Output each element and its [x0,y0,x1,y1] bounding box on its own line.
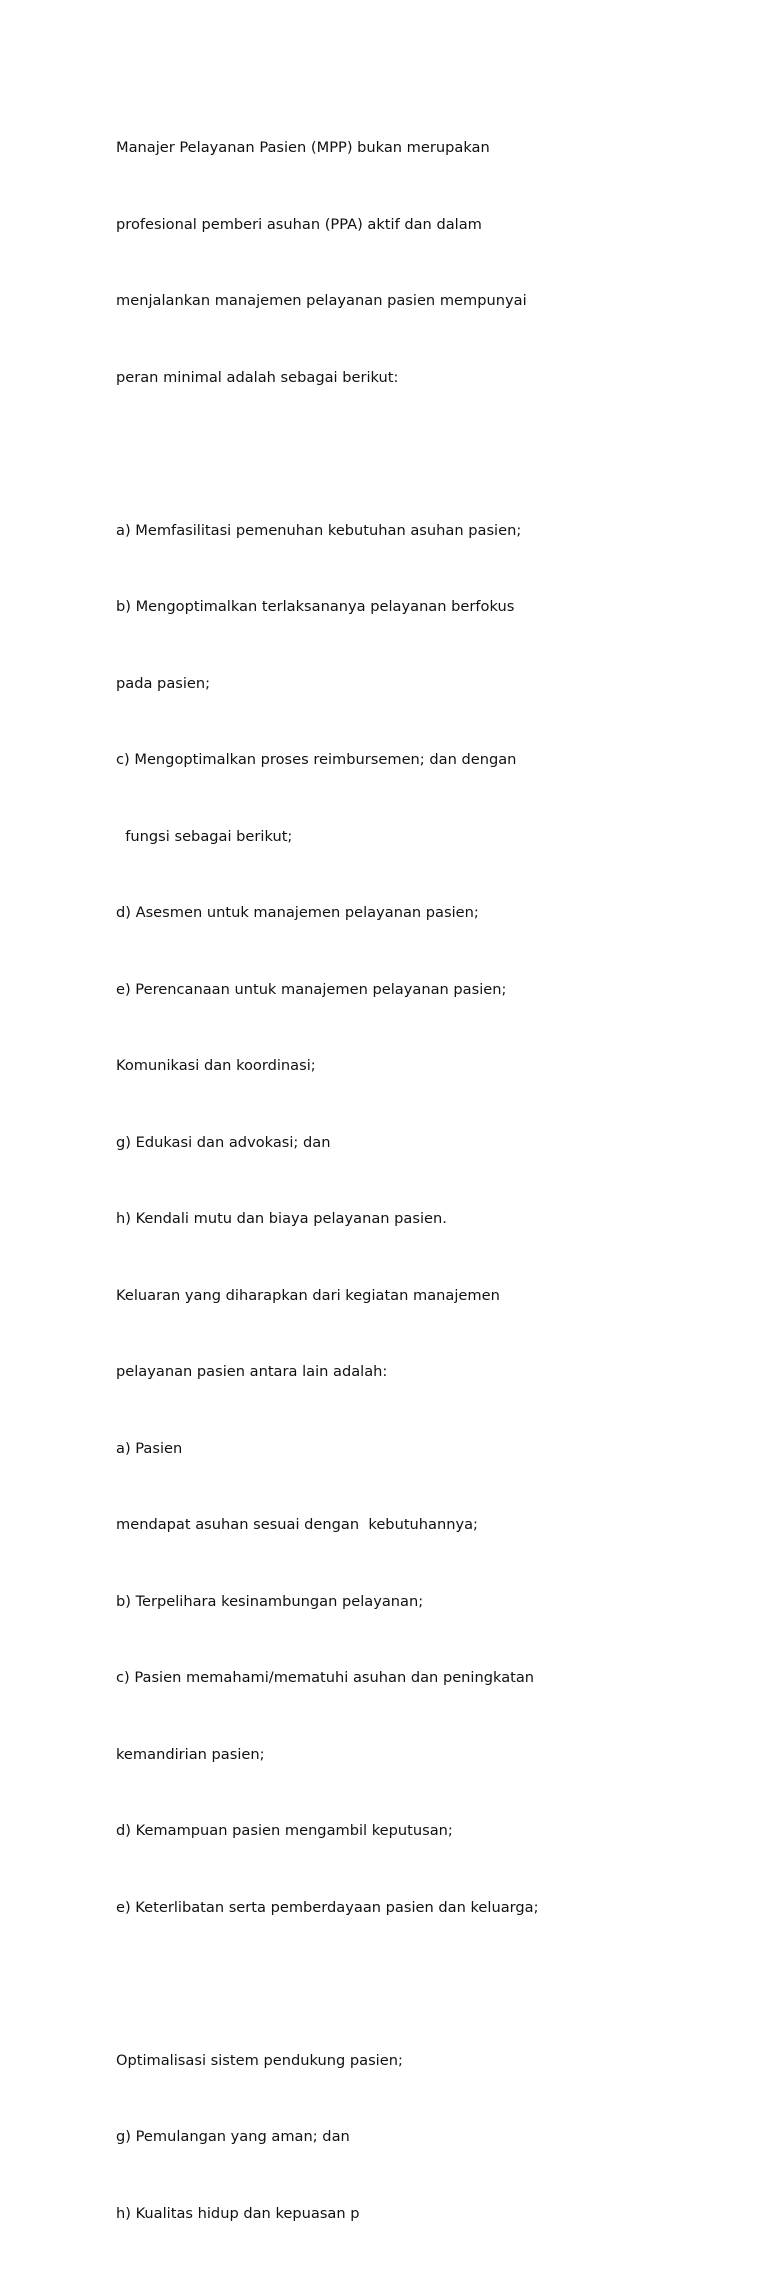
text-line: b) Mengoptimalkan terlaksananya pelayanan berfokus [116,598,515,615]
text-line: Komunikasi dan koordinasi; [116,1057,316,1074]
text-line: b) Terpelihara kesinambungan pelayanan; [116,1592,424,1610]
text-line: peran minimal adalah sebagai berikut: [116,368,399,386]
blank-line [116,1971,736,1997]
text-line: d) Kemampuan pasien mengambil keputusan; [116,1822,453,1839]
text-line: Manajer Pelayanan Pasien (MPP) bukan merupakan [116,139,490,156]
text-line: Keluaran yang diharapkan dari kegiatan manajemen [116,1286,500,1304]
text-line: c) Mengoptimalkan proses reimbursemen; dan dengan [116,751,517,768]
text-line: c) Pasien memahami/mematuhi asuhan dan peningkatan [116,1669,535,1686]
text-line: fungsi sebagai berikut; [116,827,293,845]
text-line: a) Memfasilitasi pemenuhan kebutuhan asuhan pasien; [116,521,522,539]
text-line: menjalankan manajemen pelayanan pasien mempunyai [116,292,527,309]
text-line: g) Edukasi dan advokasi; dan [116,1133,331,1151]
blank-line [116,441,736,467]
text-line: a) Pasien [116,1439,183,1457]
text-line: pada pasien; [116,674,211,692]
text-line: h) Kualitas hidup dan kepuasan p [116,2204,360,2222]
text-line: e) Keterlibatan serta pemberdayaan pasien dan keluarga; [116,1898,539,1916]
document-text [116,84,736,2277]
text-line: pelayanan pasien antara lain adalah: [116,1363,388,1380]
text-line: profesional pemberi asuhan (PPA) aktif dan dalam [116,215,482,233]
text-line: Optimalisasi sistem pendukung pasien; [116,2051,403,2069]
text-line: kemandirian pasien; [116,1745,265,1763]
text-line: mendapat asuhan sesuai dengan kebutuhannya; [116,1516,478,1533]
text-line: d) Asesmen untuk manajemen pelayanan pasien; [116,904,479,921]
text-line: g) Pemulangan yang aman; dan [116,2128,350,2145]
text-line: e) Perencanaan untuk manajemen pelayanan pasien; [116,980,507,998]
text-line: h) Kendali mutu dan biaya pelayanan pasien. [116,1210,447,1227]
